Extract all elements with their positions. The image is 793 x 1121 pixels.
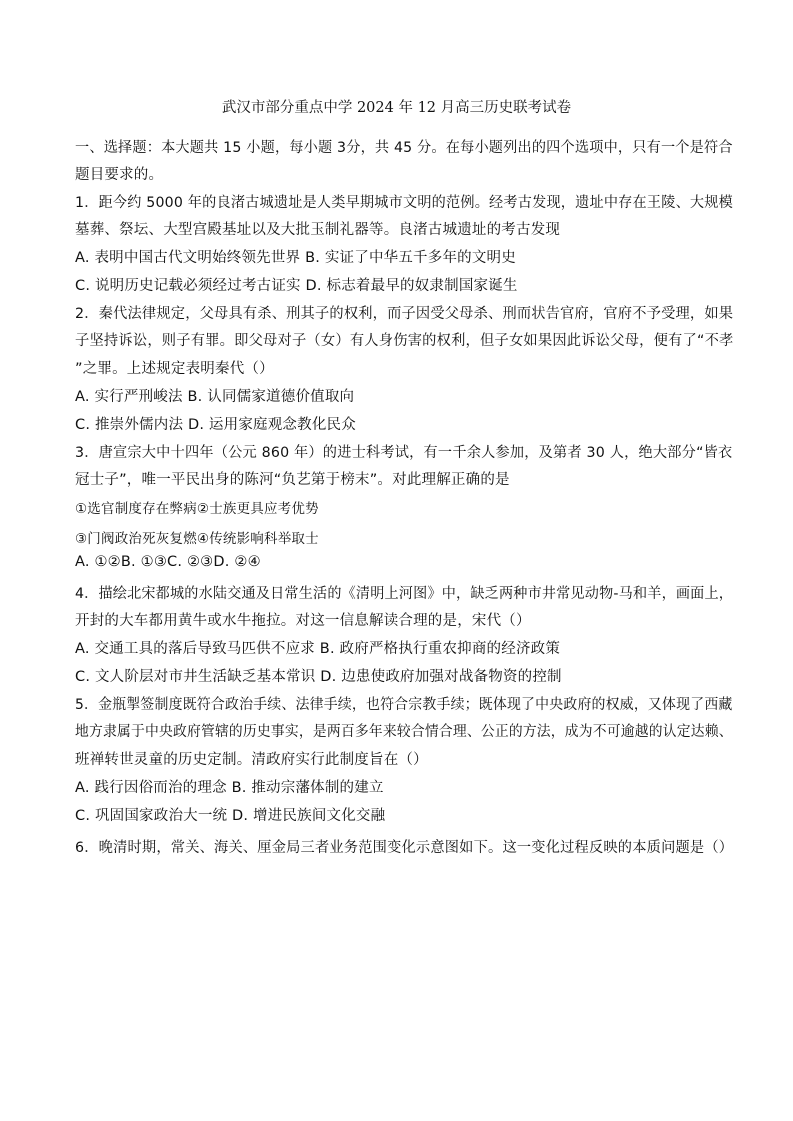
question-2-stem-line-2: 子坚持诉讼，则子有罪。即父母对子（女）有人身伤害的权利，但子女如果因此诉讼父母，便有了“不孝 [75, 333, 734, 349]
question-5-stem-line-2: 地方隶属于中央政府管辖的历史事实，是两百多年来较合情合理、公正的方法，成为不可逾越的认定达赖、 [75, 724, 733, 740]
question-4-stem-line-1: 4．描绘北宋都城的水陆交通及日常生活的《清明上河图》中，缺乏两种市井常见动物-马和羊，画面上， [75, 586, 734, 602]
question-6-stem: 6．晚清时期，常关、海关、厘金局三者业务范围变化示意图如下。这一变化过程反映的本质问题是（） [75, 840, 734, 856]
question-1-stem-line-1: 1．距今约 5000 年的良渚古城遗址是人类早期城市文明的范例。经考古发现，遗址中存在王陵、大规模 [75, 195, 733, 211]
question-5-stem-line-3: 班禅转世灵童的历史定制。清政府实行此制度旨在（） [75, 752, 428, 768]
question-5-options-cd: C. 巩固国家政治大一统 D. 增进民族间文化交融 [75, 808, 386, 824]
question-2-options-cd: C. 推崇外儒内法 D. 运用家庭观念教化民众 [75, 417, 356, 433]
question-3-stem-line-2: 冠士子”，唯一平民出身的陈河“负艺第于榜末”。对此理解正确的是 [75, 472, 510, 488]
question-3-options: A. ①②B. ①③C. ②③D. ②④ [75, 554, 261, 570]
question-1-options-cd: C. 说明历史记载必须经过考古证实 D. 标志着最早的奴隶制国家诞生 [75, 278, 518, 294]
question-2-stem-line-3: ”之罪。上述规定表明秦代（） [75, 361, 274, 377]
question-2-stem-line-1: 2．秦代法律规定，父母具有杀、刑其子的权利，而子因受父母杀、刑而状告官府，官府不予受理，如果 [75, 306, 734, 322]
question-4-options-ab: A. 交通工具的落后导致马匹供不应求 B. 政府严格执行重农抑商的经济政策 [75, 641, 561, 657]
question-2-options-ab: A. 实行严刑峻法 B. 认同儒家道德价值取向 [75, 389, 355, 405]
question-4-options-cd: C. 文人阶层对市井生活缺乏基本常识 D. 边患使政府加强对战备物资的控制 [75, 669, 562, 685]
section-instruction-line-1: 一、选择题：本大题共 15 小题，每小题 3分，共 45 分。在每小题列出的四个选项中，只有一个是符合 [75, 140, 733, 156]
question-1-options-ab: A. 表明中国古代文明始终领先世界 B. 实证了中华五千多年的文明史 [75, 250, 516, 266]
section-instruction-line-2: 题目要求的。 [75, 167, 164, 183]
exam-title: 武汉市部分重点中学 2024 年 12 月高三历史联考试卷 [221, 100, 572, 116]
question-5-stem-line-1: 5．金瓶掣签制度既符合政治手续、法律手续，也符合宗教手续；既体现了中央政府的权威，又体现了西藏 [75, 697, 733, 713]
question-4-stem-line-2: 开封的大车都用黄牛或水牛拖拉。对这一信息解读合理的是，宋代（） [75, 613, 531, 629]
question-3-statements-1-2: ①选官制度存在弊病②士族更具应考优势 [75, 501, 319, 517]
question-1-stem-line-2: 墓葬、祭坛、大型宫殿基址以及大批玉制礼器等。良渚古城遗址的考古发现 [75, 222, 561, 238]
question-3-stem-line-1: 3．唐宣宗大中十四年（公元 860 年）的进士科考试，有一千余人参加，及第者 30 人，绝大部分“皆衣 [75, 445, 733, 461]
question-5-options-ab: A. 践行因俗而治的理念 B. 推动宗藩体制的建立 [75, 780, 384, 796]
question-3-statements-3-4: ③门阀政治死灰复燃④传统影响科举取士 [75, 531, 319, 547]
